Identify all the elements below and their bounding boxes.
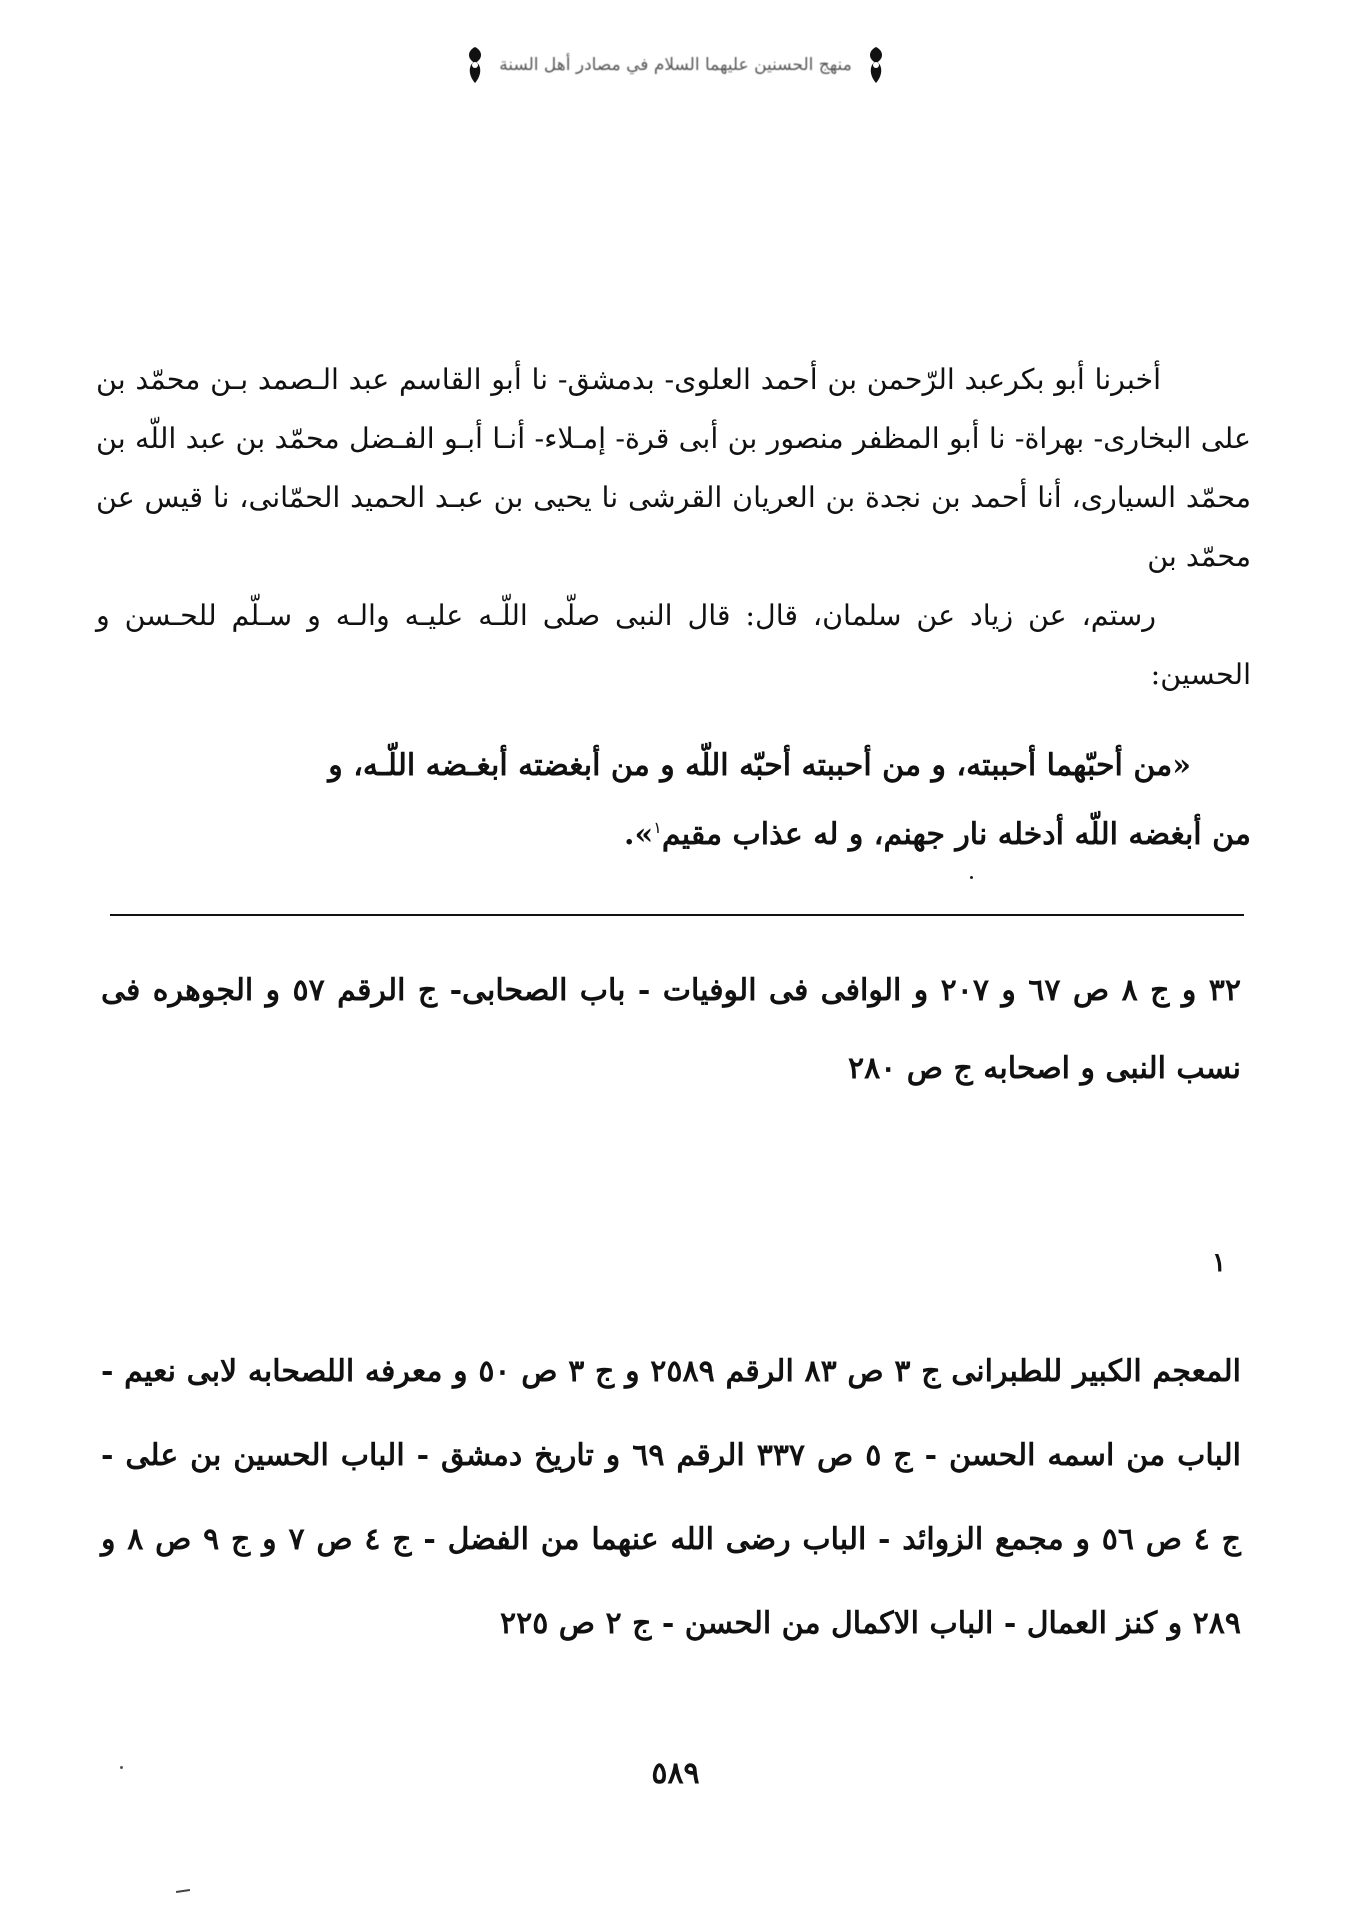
decorative-ornament-icon [463, 45, 487, 85]
narration-paragraph: رستم، عن زياد عن سلمان، قال: قال النبى صلّى اللّـه عليـه والـه و سـلّم للحـسن و الحسين: [96, 599, 1251, 691]
decorative-ornament-icon [864, 45, 888, 85]
hadith-quote [96, 735, 1251, 866]
hadith-quote-text: من أبغضه اللّه أدخله نار جهنم، و له عذاب مقيم [661, 817, 1251, 852]
page-number: ٥٨٩ [651, 1756, 700, 1791]
hadith-quote-line: «من أحبّهما أحببته، و من أحببته أحبّه اللّه و من أبغضته أبغـضه اللّـه، و [328, 748, 1191, 783]
quote-close: ». [624, 817, 654, 852]
print-speck [970, 876, 973, 879]
isnad-paragraph: أخبرنا أبو بكرعبد الرّحمن بن أحمد العلوى- بدمشق- نا أبو القاسم عبد الـصمد بـن محمّد بن على البخارى- بهراة- نا أبو المظفر منصور بن أبى قرة- إمـلاء- أنـا أبـو الفـضل محمّد بن عبد اللّه بن محمّد السيارى، أنا أحمد بن نجدة بن العريان القرشى نا يحيى بن عبـد الحميد الحمّانى، نا قيس عن محمّد بن [96, 363, 1251, 573]
footnote-1: المعجم الكبير للطبرانى ج ٣ ص ٨٣ الرقم ٢٥٨٩ و ج ٣ ص ٥٠ و معرفه اللصحابه لابى نعيم - الباب من اسمه الحسن - ج ٥ ص ٣٣٧ الرقم ٦٩ و تاريخ دمشق - الباب الحسين بن على - ج ٤ ص ٥٦ و مجمع الزوائد - الباب رضى الله عنهما من الفضل - ج ٤ ص ٧ و ج ٩ ص ٨ و ٢٨٩ و كنز العمال - الباب الاكمال من الحسن - ج ٢ ص ٢٢٥ [101, 1354, 1241, 1641]
footnote-continued: ٣٢ و ج ٨ ص ٦٧ و ٢٠٧ و الوافى فى الوفيات - باب الصحابى- ج الرقم ٥٧ و الجوهره فى نسب النبى و اصحابه ج ص ٢٨٠ [101, 973, 1241, 1086]
hadith-quote-line-2 [96, 797, 1251, 866]
footnote-marker: ١ [1212, 1248, 1226, 1278]
footnote-divider [110, 914, 1244, 916]
running-header [0, 36, 1351, 94]
header-title: منهج الحسنين عليهما السلام في مصادر أهل السنة [499, 55, 852, 75]
main-text [96, 350, 1251, 704]
footnote-reference[interactable]: ١ [653, 818, 662, 837]
print-speck [176, 1889, 190, 1893]
